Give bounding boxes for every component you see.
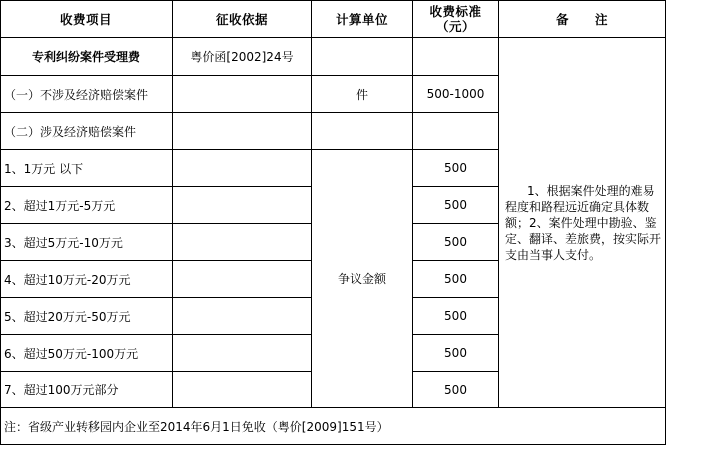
row-basis: [173, 261, 312, 298]
remark-text: 1、根据案件处理的难易程度和路程远近确定具体数额；2、案件处理中勘验、鉴定、翻译、差旅费，按实际开支由当事人支付。: [505, 183, 662, 262]
row-item: 3、超过5万元-10万元: [0, 224, 173, 261]
header-standard-line2: （元）: [435, 18, 475, 34]
row-standard: 500: [413, 335, 499, 372]
footer-note: 注：省级产业转移园内企业至2014年6月1日免收（粤价[2009]151号）: [0, 408, 666, 445]
row-item: （二）涉及经济赔偿案件: [0, 113, 173, 150]
row-item: （一）不涉及经济赔偿案件: [0, 76, 173, 113]
row-item: 2、超过1万元-5万元: [0, 187, 173, 224]
remark-cell: [499, 38, 666, 408]
row-item: 7、超过100万元部分: [0, 372, 173, 408]
row-item: 6、超过50万元-100万元: [0, 335, 173, 372]
row-basis: [173, 335, 312, 372]
header-item: 收费项目: [0, 0, 173, 38]
row-basis: [173, 76, 312, 113]
header-unit: 计算单位: [312, 0, 413, 38]
row-unit: [312, 38, 413, 76]
row-standard: [413, 38, 499, 76]
row-item: 5、超过20万元-50万元: [0, 298, 173, 335]
row-unit: 件: [312, 76, 413, 113]
header-remark: 备 注: [499, 0, 666, 38]
row-item: 专利纠纷案件受理费: [0, 38, 173, 76]
row-standard: 500: [413, 224, 499, 261]
row-standard: 500: [413, 150, 499, 187]
row-basis: [173, 150, 312, 187]
row-basis: [173, 113, 312, 150]
row-unit: [312, 113, 413, 150]
row-basis: [173, 224, 312, 261]
row-basis: 粤价函[2002]24号: [173, 38, 312, 76]
header-standard-line1: 收费标准: [429, 3, 482, 19]
row-basis: [173, 298, 312, 335]
row-item: 4、超过10万元-20万元: [0, 261, 173, 298]
row-standard: 500: [413, 261, 499, 298]
row-item: 1、1万元 以下: [0, 150, 173, 187]
row-standard: 500: [413, 298, 499, 335]
header-basis: 征收依据: [173, 0, 312, 38]
row-basis: [173, 187, 312, 224]
row-standard: [413, 113, 499, 150]
row-standard: 500-1000: [413, 76, 499, 113]
row-standard: 500: [413, 187, 499, 224]
merged-unit-cell: 争议金额: [312, 150, 413, 408]
row-standard: 500: [413, 372, 499, 408]
row-basis: [173, 372, 312, 408]
header-standard: [413, 0, 499, 38]
